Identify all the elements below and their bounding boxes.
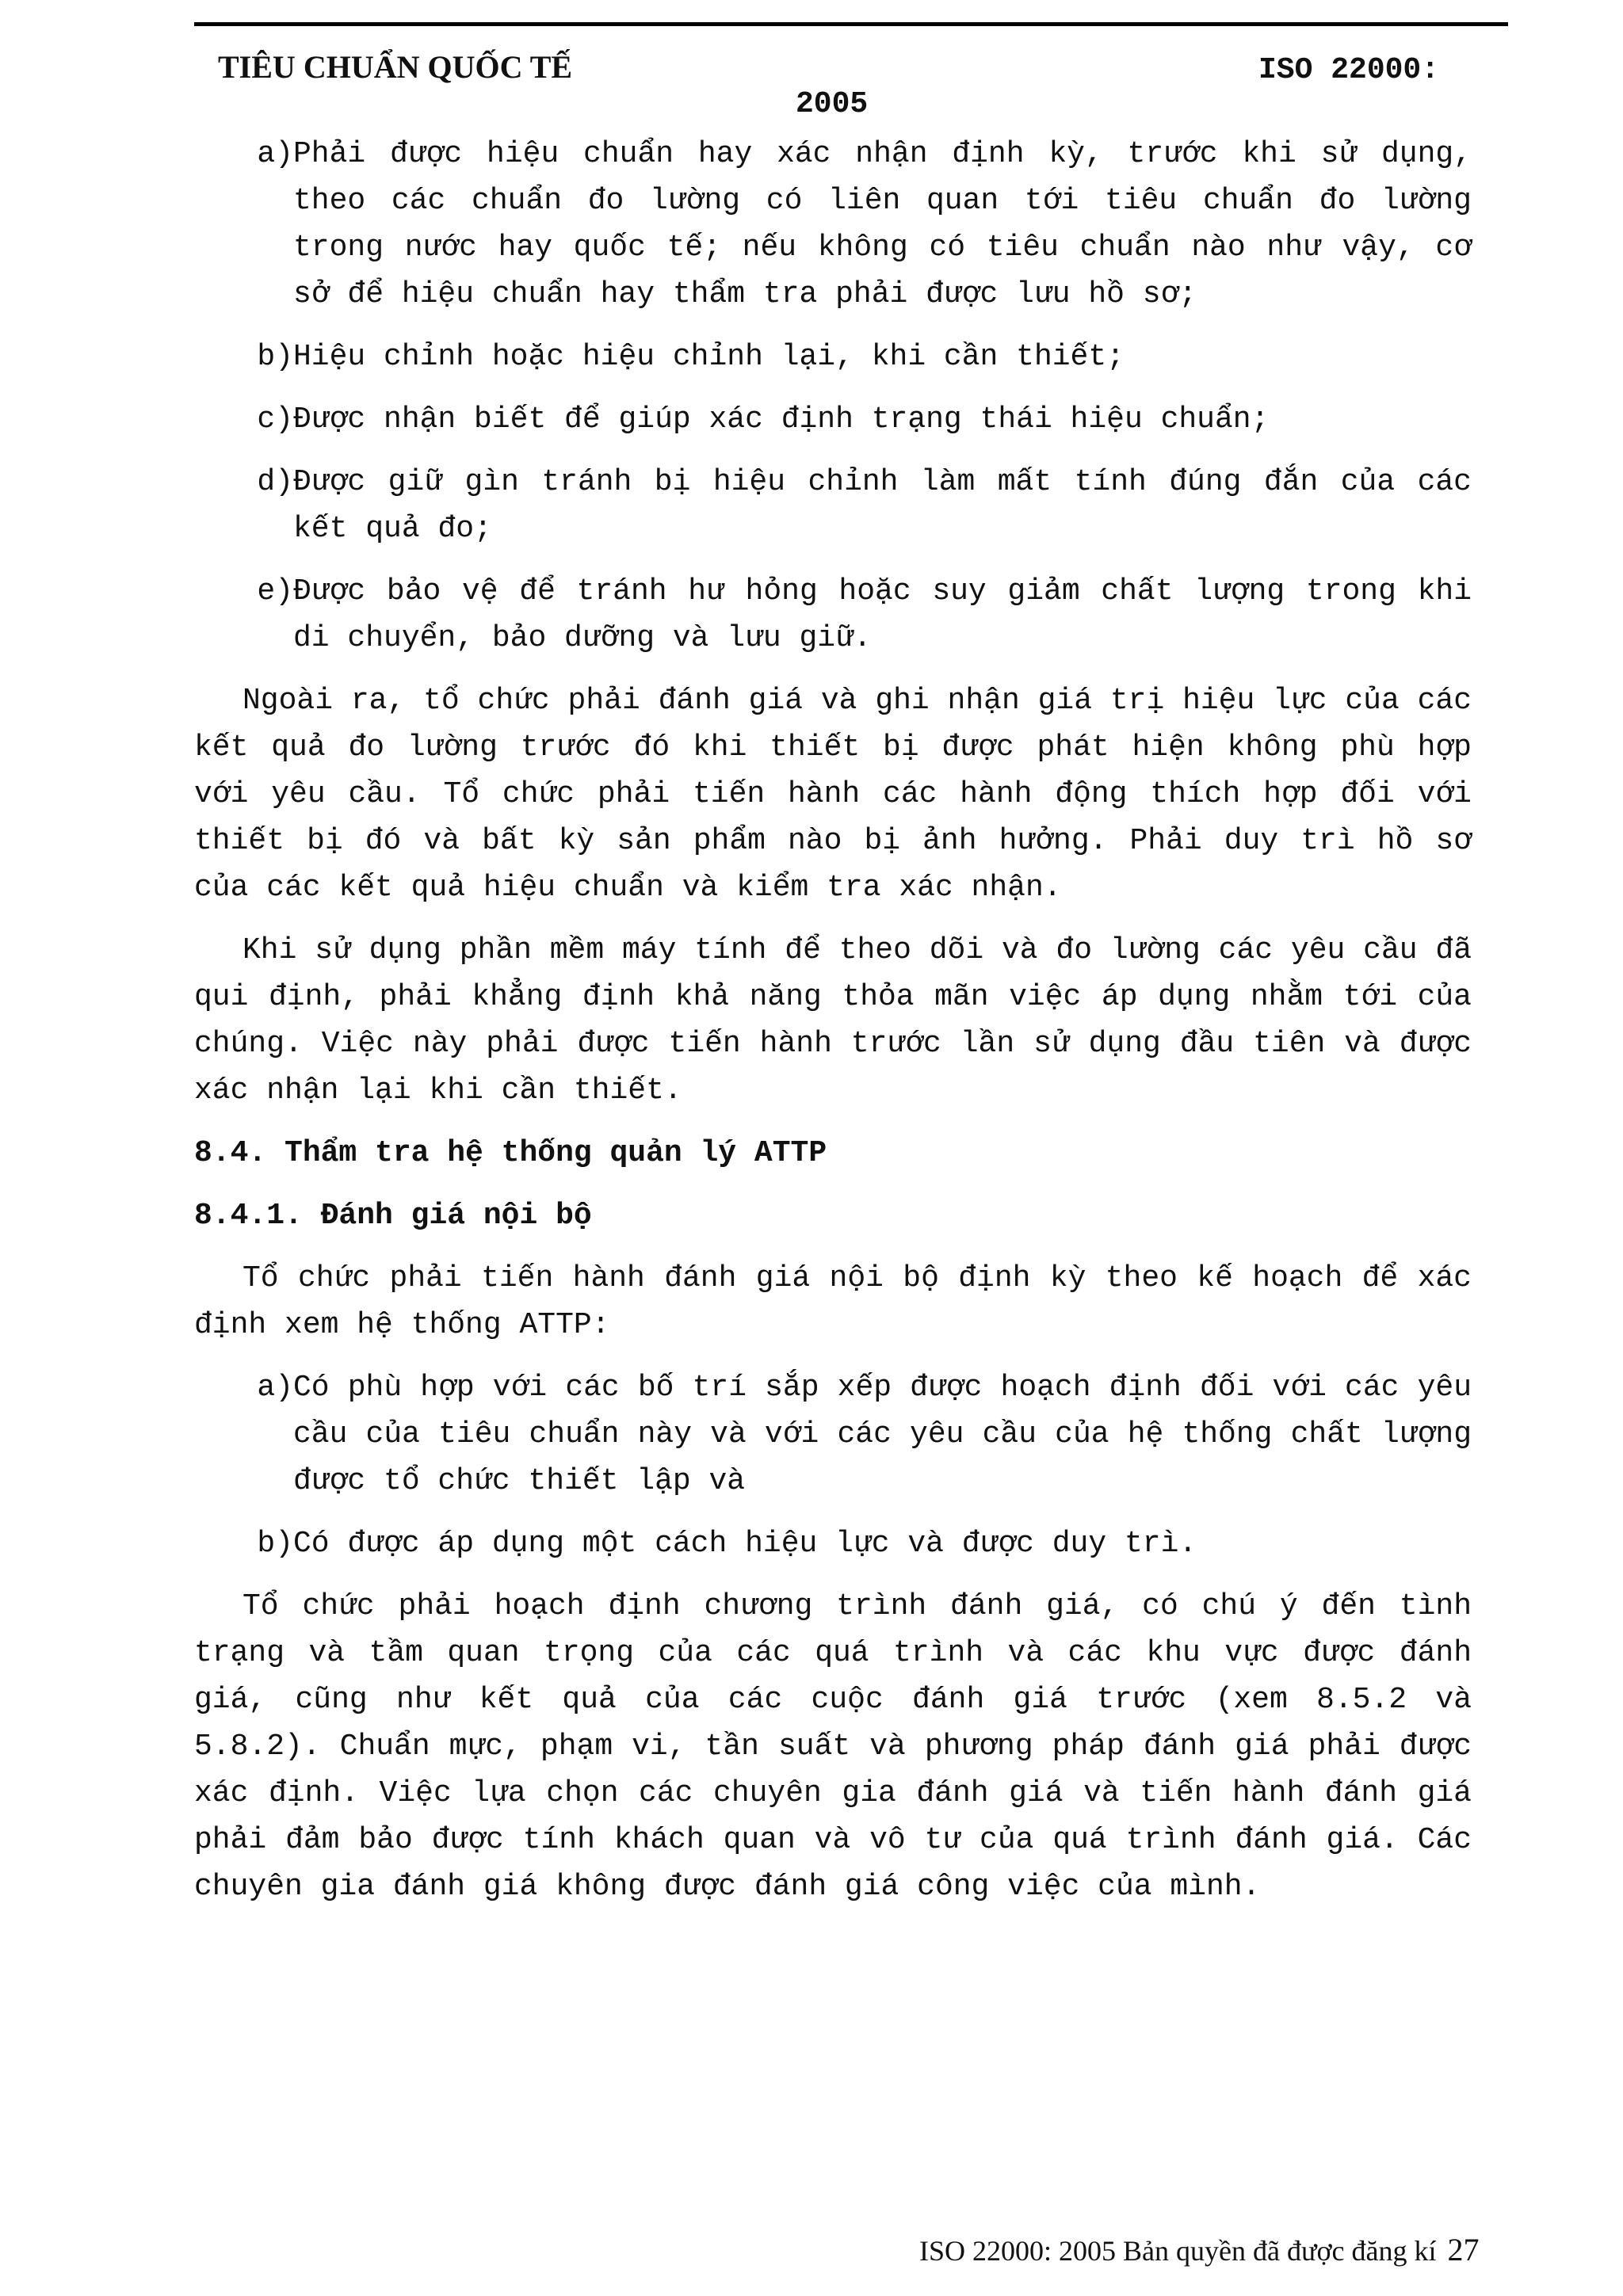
header-title: TIÊU CHUẨN QUỐC TẾ xyxy=(218,49,573,85)
list-item-text: Phải được hiệu chuẩn hay xác nhận định kỳ, trước khi sử dụng, theo các chuẩn đo lường có liên quan tới tiêu chuẩn đo lường trong nước hay quốc tế; nếu không có tiêu chuẩn nào như vậy, cơ sở để hiệu chuẩn hay thẩm tra phải được lưu hồ sơ; xyxy=(293,137,1472,311)
footer-copyright: ISO 22000: 2005 Bản quyền đã được đăng kí xyxy=(919,2235,1437,2267)
list-item xyxy=(194,459,1472,552)
list-item-label: d) xyxy=(257,465,293,499)
list-item-label: a) xyxy=(257,137,293,171)
list-item-text: Có phù hợp với các bố trí sắp xếp được hoạch định đối với các yêu cầu của tiêu chuẩn này và với các yêu cầu của hệ thống chất lượng được tổ chức thiết lập và xyxy=(293,1371,1472,1498)
list-item-text: Hiệu chỉnh hoặc hiệu chỉnh lại, khi cần thiết; xyxy=(293,340,1125,374)
header-rule xyxy=(194,22,1508,26)
list-item-label: a) xyxy=(257,1371,293,1405)
list-item xyxy=(194,131,1472,318)
page-footer xyxy=(919,2232,1480,2268)
list-item xyxy=(194,568,1472,662)
list-item-label: b) xyxy=(257,340,293,374)
list-item-text: Được nhận biết để giúp xác định trạng thái hiệu chuẩn; xyxy=(293,402,1270,437)
paragraph-nonconforming-equipment: Ngoài ra, tổ chức phải đánh giá và ghi nhận giá trị hiệu lực của các kết quả đo lường trước đó khi thiết bị được phát hiện không phù hợp với yêu cầu. Tổ chức phải tiến hành các hành động thích hợp đối với thiết bị đó và bất kỳ sản phẩm nào bị ảnh hưởng. Phải duy trì hồ sơ của các kết quả hiệu chuẩn và kiểm tra xác nhận. xyxy=(194,684,1472,905)
paragraph-software-validation: Khi sử dụng phần mềm máy tính để theo dõi và đo lường các yêu cầu đã qui định, phải khẳng định khả năng thỏa mãn việc áp dụng nhằm tới của chúng. Việc này phải được tiến hành trước lần sử dụng đầu tiên và được xác nhận lại khi cần thiết. xyxy=(194,933,1472,1108)
list-item-label: b) xyxy=(257,1527,293,1561)
page-number: 27 xyxy=(1447,2232,1480,2267)
document-body xyxy=(194,131,1472,1926)
list-item-label: e) xyxy=(257,574,293,608)
list-item xyxy=(194,396,1472,443)
paragraph-audit-programme: Tổ chức phải hoạch định chương trình đánh giá, có chú ý đến tình trạng và tầm quan trọng của các quá trình và các khu vực được đánh giá, cũng như kết quả của các cuộc đánh giá trước (xem 8.5.2 và 5.8.2). Chuẩn mực, phạm vi, tần suất và phương pháp đánh giá phải được xác định. Việc lựa chọn các chuyên gia đánh giá và tiến hành đánh giá phải đảm bảo được tính khách quan và vô tư của quá trình đánh giá. Các chuyên gia đánh giá không được đánh giá công việc của mình. xyxy=(194,1589,1472,1904)
header-standard xyxy=(1258,48,1439,90)
subsection-heading: 8.4.1. Đánh giá nội bộ xyxy=(194,1199,592,1233)
list-item-text: Có được áp dụng một cách hiệu lực và được duy trì. xyxy=(293,1527,1197,1561)
list-item-label: c) xyxy=(257,402,293,437)
list-item xyxy=(194,334,1472,380)
list-item xyxy=(194,1520,1472,1567)
section-heading: 8.4. Thẩm tra hệ thống quản lý ATTP xyxy=(194,1136,827,1170)
list-item-text: Được giữ gìn tránh bị hiệu chỉnh làm mất tính đúng đắn của các kết quả đo; xyxy=(293,465,1472,546)
paragraph-internal-audit: Tổ chức phải tiến hành đánh giá nội bộ định kỳ theo kế hoạch để xác định xem hệ thống ATTP: xyxy=(194,1261,1472,1342)
list-item-text: Được bảo vệ để tránh hư hỏng hoặc suy giảm chất lượng trong khi di chuyển, bảo dưỡng và lưu giữ. xyxy=(293,574,1472,655)
list-item xyxy=(194,1364,1472,1505)
header-standard-code: ISO 22000: xyxy=(1258,53,1440,87)
header-standard-year: 2005 xyxy=(796,87,869,121)
